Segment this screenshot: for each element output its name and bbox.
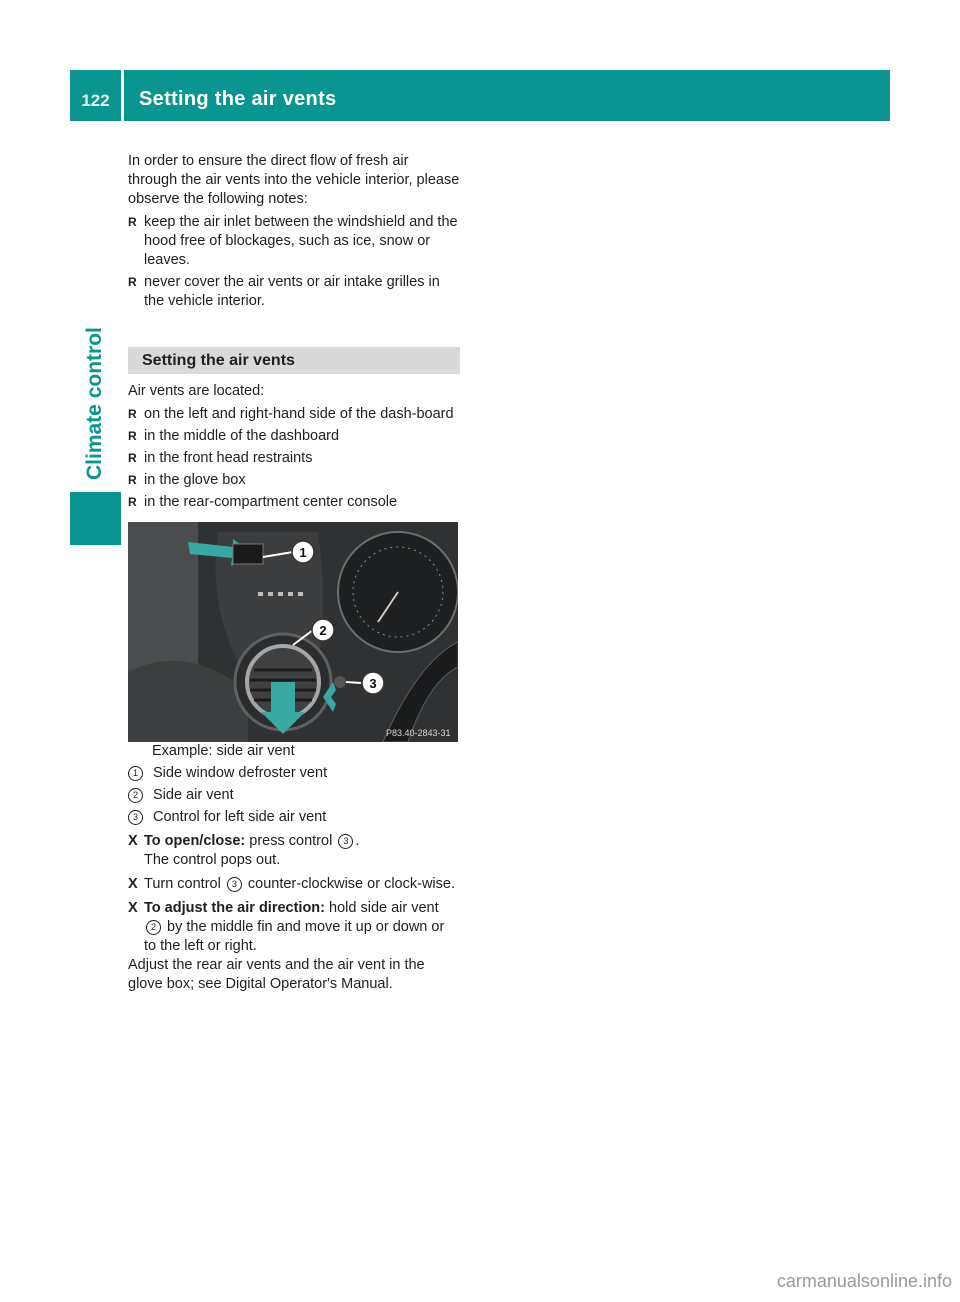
svg-text:3: 3 (369, 676, 377, 691)
instruction-step: X To open/close: press control 3 . The control pops out. (128, 833, 360, 868)
air-vent-illustration (128, 522, 458, 742)
side-tab (83, 327, 113, 481)
watermark: carmanualsonline.info (776, 1271, 952, 1291)
list-item: R in the rear-compartment center console (128, 494, 398, 510)
side-tab-marker (70, 492, 121, 545)
list-item: R keep the air inlet between the windshield and the hood free of blockages, such as ice, snow or leaves. (128, 214, 458, 268)
list-item: R in the middle of the dashboard (128, 428, 340, 444)
step-arrow-icon: X (128, 833, 138, 849)
instruction-step: X To adjust the air direction: hold side air vent 2 by the middle fin and move it up or down or to the left or right. (128, 900, 445, 954)
location-list (128, 405, 460, 512)
figure-code: P83.40-2843-31 (386, 728, 451, 738)
bullet-icon: R (128, 215, 137, 229)
number-3-icon: 3 (227, 877, 242, 892)
legend-item: 1 Side window defroster vent (128, 764, 460, 783)
number-1-icon: 1 (128, 766, 143, 781)
located-intro: Air vents are located: (128, 383, 265, 399)
bullet-icon: R (128, 429, 137, 443)
intro-text: In order to ensure the direct flow of fresh air through the air vents into the vehicle interior, please observe the following notes: (128, 153, 460, 207)
step-arrow-icon: X (128, 876, 138, 892)
dashboard-photo (128, 522, 458, 742)
list-item: R never cover the air vents or air intake grilles in the vehicle interior. (128, 274, 440, 309)
intro-bullets (128, 213, 460, 311)
bullet-icon: R (128, 275, 137, 289)
footer-note: Adjust the rear air vents and the air vent in the glove box; see Digital Operator's Manual. (128, 957, 425, 992)
bullet-icon: R (128, 495, 137, 509)
section-heading: Setting the air vents (128, 347, 460, 374)
bullet-icon: R (128, 473, 137, 487)
step-arrow-icon: X (128, 900, 138, 916)
list-item: R in the front head restraints (128, 450, 313, 466)
page-title: Setting the air vents (139, 88, 337, 110)
figure-caption: Example: side air vent (152, 743, 295, 759)
legend-item: 2 Side air vent (128, 786, 460, 805)
instruction-step: X Turn control 3 counter-clockwise or clock-wise. (128, 876, 455, 892)
number-3-icon: 3 (338, 834, 353, 849)
number-2-icon: 2 (146, 920, 161, 935)
svg-text:2: 2 (319, 623, 327, 638)
svg-text:1: 1 (299, 545, 307, 560)
number-3-icon: 3 (128, 810, 143, 825)
legend-item: 3 Control for left side air vent (128, 808, 460, 827)
list-item: R on the left and right-hand side of the dash-board (128, 406, 454, 422)
content-column (128, 152, 460, 994)
page-header (70, 70, 890, 121)
page-number: 122 (70, 70, 124, 121)
list-item: R in the glove box (128, 472, 246, 488)
side-tab-label: Climate control (83, 327, 106, 480)
bullet-icon: R (128, 407, 137, 421)
number-2-icon: 2 (128, 788, 143, 803)
bullet-icon: R (128, 451, 137, 465)
